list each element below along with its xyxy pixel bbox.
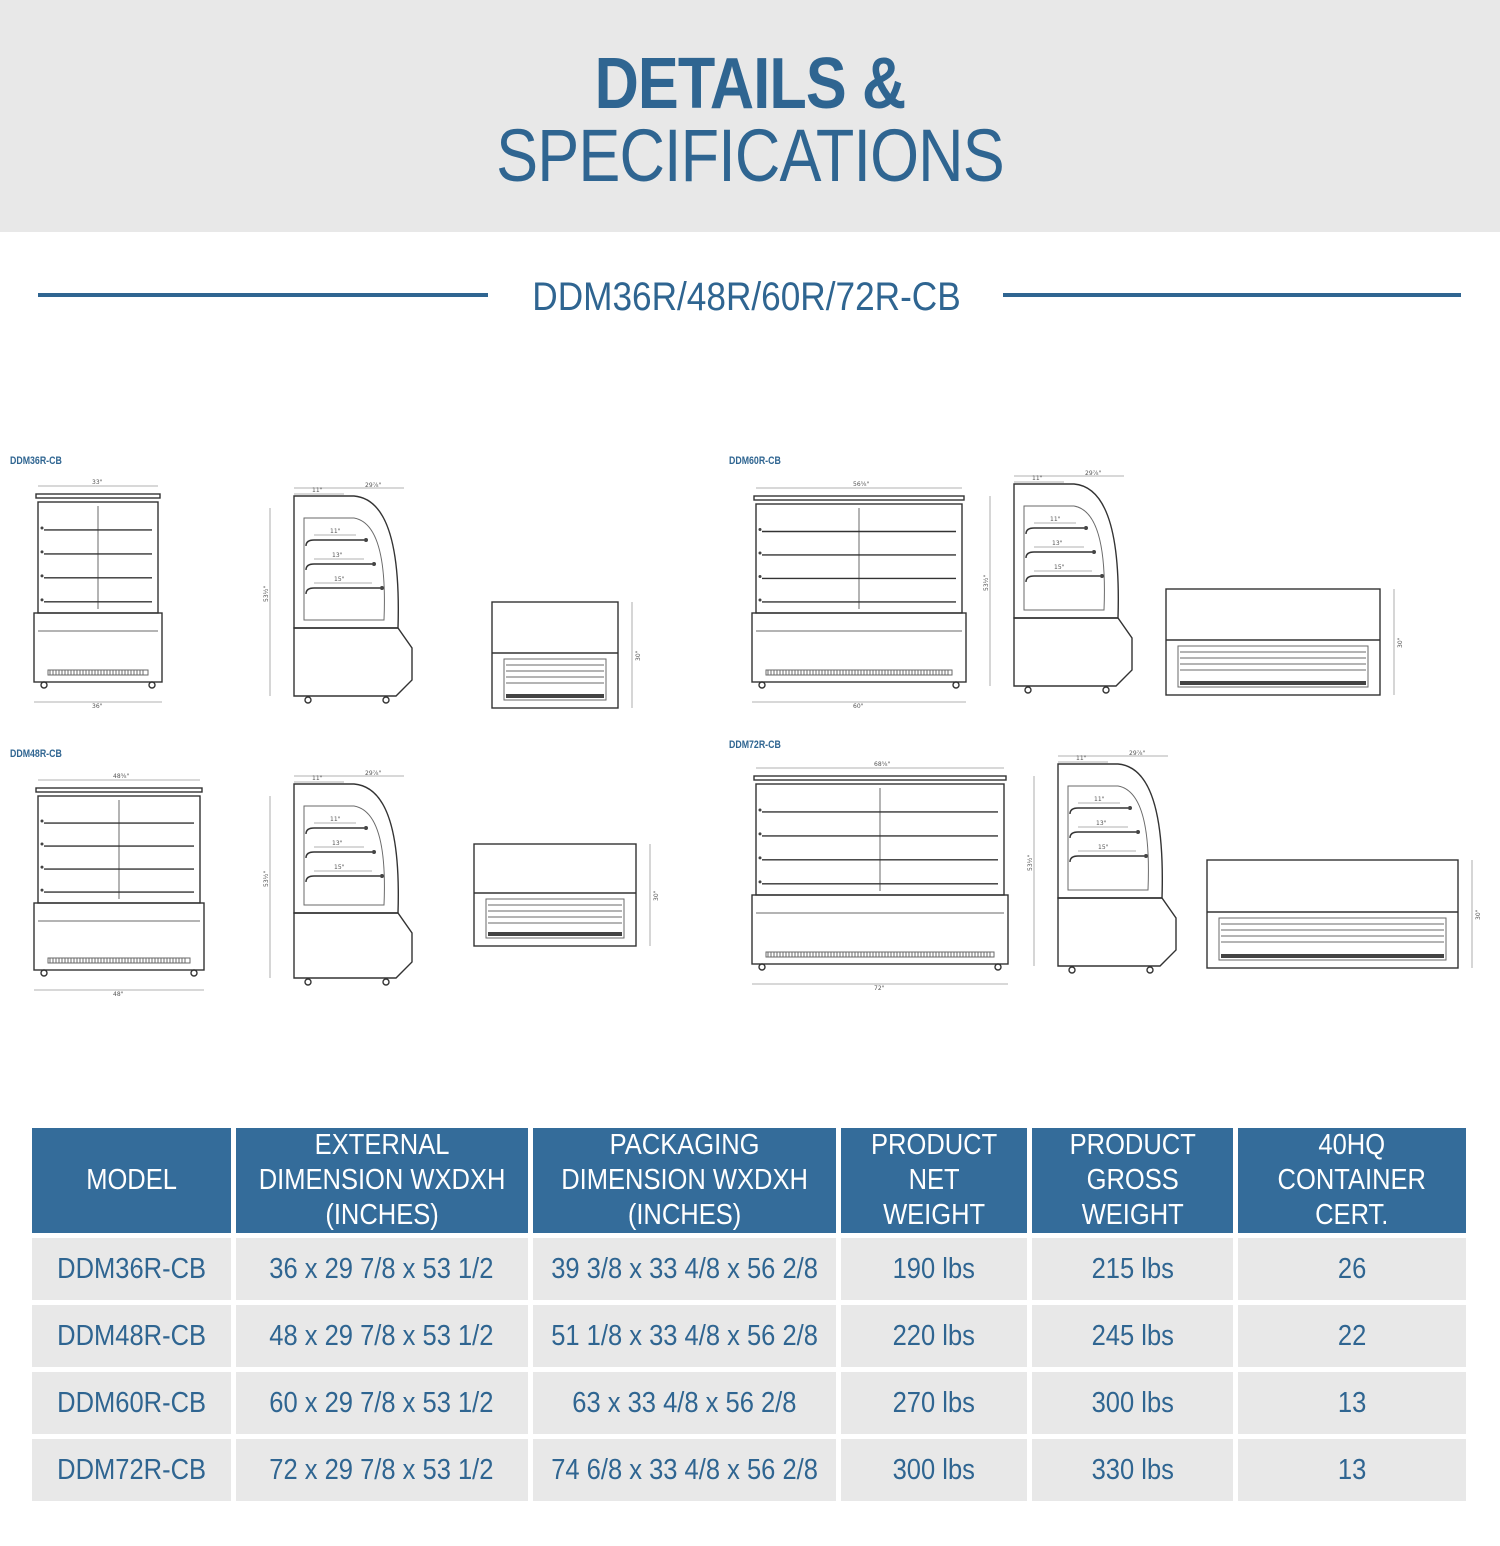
caster-right <box>1147 967 1153 973</box>
shelf-knob <box>41 574 44 577</box>
shelf-end <box>372 562 376 566</box>
cell-packaging-dimension: 63 x 33 4/8 x 56 2/8 <box>533 1372 836 1434</box>
side-depth-label: 29⅞" <box>1129 750 1146 757</box>
header-container-cert: 40HQ CONTAINER CERT. <box>1238 1128 1466 1233</box>
shelf-bracket <box>1026 528 1084 534</box>
base-width-label: 48" <box>113 991 124 998</box>
divider-left <box>38 293 488 297</box>
shelf-depth-label: 15" <box>1054 564 1065 571</box>
inner-profile <box>304 806 384 905</box>
shelf-end <box>1136 830 1140 834</box>
drawing-label-ddm72r: DDM72R-CB <box>729 739 781 751</box>
cell-model: DDM36R-CB <box>32 1238 231 1300</box>
front-view-ddm48r <box>28 772 210 998</box>
shelf-end <box>1084 526 1088 530</box>
caster-right <box>1103 687 1109 693</box>
shelf-bracket <box>1070 832 1136 838</box>
shelf-depth-label: 13" <box>1052 540 1063 547</box>
shelf-depth-label: 11" <box>330 528 341 535</box>
shelf-knob <box>759 856 762 859</box>
page-title-line1: DETAILS & <box>594 44 906 124</box>
package-outline <box>492 602 618 708</box>
height-label: 53½" <box>263 870 270 887</box>
base-strip <box>1221 954 1444 958</box>
shelf-depth-label: 15" <box>334 576 345 583</box>
side-view-ddm36r <box>262 482 432 718</box>
front-width-label: 68⅝" <box>874 761 891 768</box>
cell-external-dimension: 72 x 29 7/8 x 53 1/2 <box>236 1439 528 1501</box>
header-gross-weight: PRODUCT GROSS WEIGHT <box>1032 1128 1233 1233</box>
header-packaging-dimension: PACKAGING DIMENSION WXDXH (INCHES) <box>533 1128 836 1233</box>
page-title-line2: SPECIFICATIONS <box>496 114 1004 197</box>
header-external-dimension: EXTERNAL DIMENSION WXDXH (INCHES) <box>236 1128 528 1233</box>
base-cabinet <box>752 613 966 682</box>
caster-left <box>759 964 765 970</box>
top-canopy <box>754 776 1006 780</box>
front-view-ddm60r <box>746 480 972 710</box>
cell-model: DDM48R-CB <box>32 1305 231 1367</box>
cell-packaging-dimension: 74 6/8 x 33 4/8 x 56 2/8 <box>533 1439 836 1501</box>
drawing-label-ddm48r: DDM48R-CB <box>10 748 62 760</box>
base-width-label: 72" <box>874 985 885 992</box>
cell-gross-weight: 330 lbs <box>1032 1439 1233 1501</box>
cell-net-weight: 220 lbs <box>841 1305 1027 1367</box>
shelf-knob <box>41 820 44 823</box>
package-view-ddm60r <box>1162 585 1410 701</box>
side-depth-label: 29⅞" <box>1085 470 1102 477</box>
package-view-ddm36r <box>488 598 648 714</box>
shelf-end <box>1100 574 1104 578</box>
package-height-label: 30" <box>635 650 642 661</box>
side-profile <box>294 784 398 913</box>
caster-right <box>953 682 959 688</box>
caster-left <box>41 682 47 688</box>
shelf-depth-label: 11" <box>1050 516 1061 523</box>
shelf-end <box>380 586 384 590</box>
shelf-end <box>372 850 376 854</box>
cell-net-weight: 300 lbs <box>841 1439 1027 1501</box>
drawing-label-ddm60r: DDM60R-CB <box>729 455 781 467</box>
cell-gross-weight: 300 lbs <box>1032 1372 1233 1434</box>
package-outline <box>1207 860 1458 968</box>
base-width-label: 36" <box>92 703 103 710</box>
cell-packaging-dimension: 39 3/8 x 33 4/8 x 56 2/8 <box>533 1238 836 1300</box>
shelf-depth-label: 15" <box>1098 844 1109 851</box>
shelf-end <box>1128 806 1132 810</box>
front-width-label: 33" <box>92 479 103 486</box>
shelf-knob <box>759 808 762 811</box>
shelf-end <box>1092 550 1096 554</box>
shelf-bracket <box>306 588 380 594</box>
inner-profile <box>1024 506 1104 610</box>
cell-gross-weight: 245 lbs <box>1032 1305 1233 1367</box>
shelf-knob <box>759 832 762 835</box>
divider-right <box>1003 293 1461 297</box>
base-strip <box>506 694 604 698</box>
base-profile <box>294 913 412 978</box>
shelf-knob <box>41 550 44 553</box>
drawing-label-ddm36r: DDM36R-CB <box>10 455 62 467</box>
side-profile <box>1014 484 1118 618</box>
specifications-table <box>27 1123 1471 1506</box>
shelf-knob <box>759 880 762 883</box>
model-series-subtitle: DDM36R/48R/60R/72R-CB <box>532 275 961 319</box>
shelf-knob <box>41 598 44 601</box>
top-shelf-label: 11" <box>1076 755 1087 762</box>
table-header-row <box>32 1128 1466 1233</box>
cell-container-cert: 13 <box>1238 1372 1466 1434</box>
caster-right <box>383 979 389 985</box>
package-outline <box>1166 589 1380 695</box>
side-depth-label: 29⅞" <box>365 482 382 489</box>
front-width-label: 56⅝" <box>853 481 870 488</box>
base-profile <box>294 628 412 696</box>
front-view-ddm72r <box>746 760 1014 992</box>
shelf-end <box>380 874 384 878</box>
caster-left <box>1025 687 1031 693</box>
cell-net-weight: 190 lbs <box>841 1238 1027 1300</box>
header-net-weight: PRODUCT NET WEIGHT <box>841 1128 1027 1233</box>
top-shelf-label: 11" <box>1032 475 1043 482</box>
caster-left <box>305 979 311 985</box>
shelf-bracket <box>1026 576 1100 582</box>
caster-right <box>149 682 155 688</box>
package-height-label: 30" <box>1397 637 1404 648</box>
shelf-bracket <box>306 852 372 858</box>
base-strip <box>1180 681 1366 685</box>
side-profile <box>294 496 398 628</box>
caster-left <box>41 970 47 976</box>
shelf-bracket <box>1026 552 1092 558</box>
table-row <box>32 1238 1466 1300</box>
height-label: 53½" <box>263 585 270 602</box>
shelf-end <box>1144 854 1148 858</box>
shelf-depth-label: 13" <box>1096 820 1107 827</box>
top-shelf-label: 11" <box>312 487 323 494</box>
shelf-end <box>364 538 368 542</box>
package-outline <box>474 844 636 946</box>
package-height-label: 30" <box>1475 909 1482 920</box>
table-row <box>32 1305 1466 1367</box>
shelf-depth-label: 11" <box>330 816 341 823</box>
shelf-knob <box>759 528 762 531</box>
caster-right <box>191 970 197 976</box>
caster-right <box>383 697 389 703</box>
shelf-knob <box>41 866 44 869</box>
table-row <box>32 1439 1466 1501</box>
inner-profile <box>1068 786 1148 890</box>
cell-packaging-dimension: 51 1/8 x 33 4/8 x 56 2/8 <box>533 1305 836 1367</box>
base-strip <box>488 932 622 936</box>
shelf-end <box>364 826 368 830</box>
shelf-bracket <box>306 540 364 546</box>
cell-external-dimension: 36 x 29 7/8 x 53 1/2 <box>236 1238 528 1300</box>
base-width-label: 60" <box>853 703 864 710</box>
side-depth-label: 29⅞" <box>365 770 382 777</box>
shelf-knob <box>41 843 44 846</box>
side-view-ddm72r <box>1026 750 1196 988</box>
top-canopy <box>754 496 964 500</box>
height-label: 53½" <box>983 574 990 591</box>
cell-container-cert: 22 <box>1238 1305 1466 1367</box>
header-model: MODEL <box>32 1128 231 1233</box>
shelf-bracket <box>306 876 380 882</box>
caster-left <box>1069 967 1075 973</box>
caster-right <box>995 964 1001 970</box>
shelf-knob <box>759 551 762 554</box>
side-profile <box>1058 764 1162 898</box>
side-view-ddm60r <box>982 470 1152 708</box>
shelf-depth-label: 11" <box>1094 796 1105 803</box>
front-width-label: 48⅜" <box>113 773 130 780</box>
base-profile <box>1058 898 1176 966</box>
cell-model: DDM60R-CB <box>32 1372 231 1434</box>
shelf-knob <box>41 526 44 529</box>
shelf-knob <box>41 889 44 892</box>
inner-profile <box>304 518 384 620</box>
package-height-label: 30" <box>653 890 660 901</box>
shelf-bracket <box>1070 856 1144 862</box>
shelf-depth-label: 13" <box>332 840 343 847</box>
cell-external-dimension: 60 x 29 7/8 x 53 1/2 <box>236 1372 528 1434</box>
package-view-ddm72r <box>1203 856 1488 974</box>
top-canopy <box>36 788 202 792</box>
height-label: 53½" <box>1027 854 1034 871</box>
shelf-bracket <box>306 564 372 570</box>
cell-container-cert: 26 <box>1238 1238 1466 1300</box>
shelf-depth-label: 15" <box>334 864 345 871</box>
base-profile <box>1014 618 1132 686</box>
shelf-bracket <box>306 828 364 834</box>
base-cabinet <box>752 895 1008 964</box>
top-shelf-label: 11" <box>312 775 323 782</box>
side-view-ddm48r <box>262 770 432 1000</box>
cell-external-dimension: 48 x 29 7/8 x 53 1/2 <box>236 1305 528 1367</box>
shelf-depth-label: 13" <box>332 552 343 559</box>
cell-model: DDM72R-CB <box>32 1439 231 1501</box>
top-canopy <box>36 494 160 498</box>
front-view-ddm36r <box>28 478 168 710</box>
cell-gross-weight: 215 lbs <box>1032 1238 1233 1300</box>
package-view-ddm48r <box>470 840 666 952</box>
caster-left <box>305 697 311 703</box>
cell-container-cert: 13 <box>1238 1439 1466 1501</box>
shelf-knob <box>759 575 762 578</box>
shelf-knob <box>759 598 762 601</box>
cell-net-weight: 270 lbs <box>841 1372 1027 1434</box>
caster-left <box>759 682 765 688</box>
shelf-bracket <box>1070 808 1128 814</box>
table-row <box>32 1372 1466 1434</box>
